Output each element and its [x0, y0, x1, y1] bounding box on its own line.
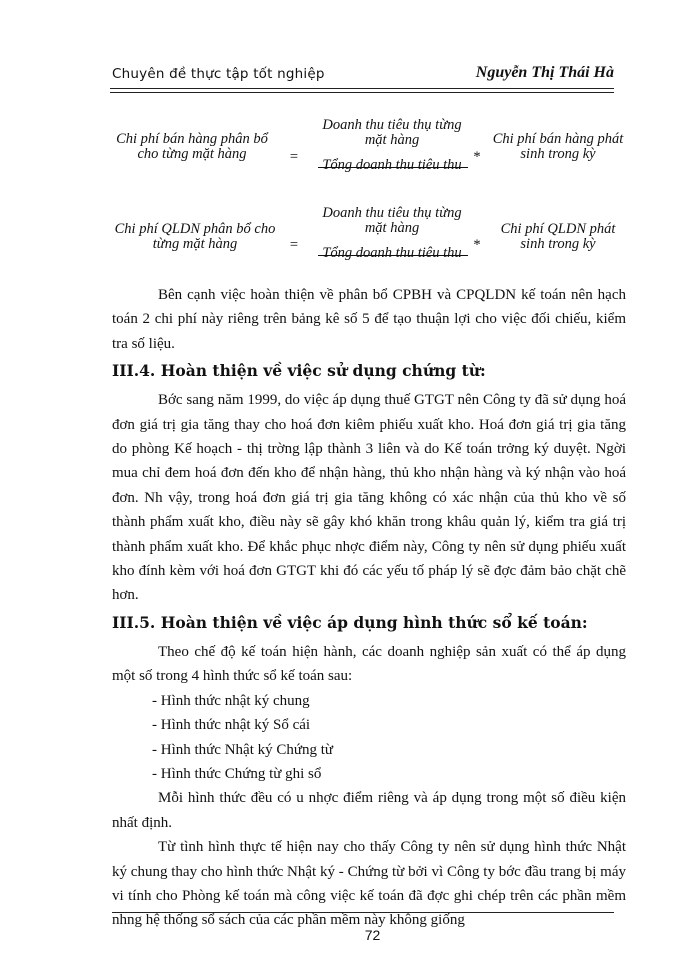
formula-lhs: Chi phí QLDN phân bổ cho từng mặt hàng: [114, 221, 276, 252]
running-header-author: Nguyễn Thị Thái Hà: [475, 64, 614, 81]
list-item: - Hình thức Chứng từ ghi sổ: [152, 765, 322, 782]
paragraph: Từ tình hình thực tế hiện nay cho thấy Công ty nên sử dụng hình thức Nhật ký chung thay cho hình thức Nhật ký - Chứng từ bởi vì Công ty bớc đầu trang bị máy vi tính cho Phòng kế toán mà công việc kế toán đã đợc ghi chép trên các phần mềm nhng hệ thống sổ sách của các phần mềm này không giống: [112, 839, 626, 929]
paragraph: Mỗi hình thức đều có u nhợc điểm riêng và áp dụng trong một số điều kiện nhất định.: [112, 790, 626, 831]
footer-rule: [112, 912, 614, 913]
list-item: - Hình thức Nhật ký Chứng từ: [152, 741, 334, 758]
list-item: - Hình thức nhật ký chung: [152, 692, 310, 709]
list-item: - Hình thức nhật ký Sổ cái: [152, 717, 311, 734]
section-heading: III.4. Hoàn thiện về việc sử dụng chứng từ:: [112, 361, 486, 381]
formula-numerator: Doanh thu tiêu thụ từng mặt hàng: [322, 205, 462, 236]
formula-denominator: Tổng doanh thu tiêu thu: [322, 157, 462, 173]
formula-equals: =: [289, 237, 299, 253]
formula-numerator: Doanh thu tiêu thụ từng mặt hàng: [322, 117, 462, 148]
body-text: [112, 283, 626, 933]
formula-equals: =: [289, 149, 299, 165]
page-number: 72: [364, 927, 381, 943]
formula-rhs: Chi phí QLDN phát sinh trong kỳ: [500, 221, 616, 252]
formula-rhs: Chi phí bán hàng phát sinh trong kỳ: [492, 131, 624, 162]
section-heading: III.5. Hoàn thiện về việc áp dụng hình thức sổ kế toán:: [112, 612, 588, 632]
paragraph: Bên cạnh việc hoàn thiện về phân bổ CPBH và CPQLDN kế toán nên hạch toán 2 chi phí này riêng trên bảng kê số 5 để tạo thuận lợi cho việc đối chiếu, kiểm tra số liệu.: [112, 287, 626, 352]
header-rule: [110, 88, 614, 89]
formula-denominator: Tổng doanh thu tiêu thu: [322, 245, 462, 261]
paragraph: Theo chế độ kế toán hiện hành, các doanh nghiệp sản xuất có thể áp dụng một số trong 4 hình thức sổ kế toán sau:: [112, 643, 626, 685]
running-header-title: Chuyên đề thực tập tốt nghiệp: [112, 66, 325, 82]
formula-lhs: Chi phí bán hàng phân bổ cho từng mặt hàng: [116, 131, 268, 162]
formula-times: *: [473, 237, 481, 253]
formula-times: *: [473, 149, 481, 165]
paragraph: Bớc sang năm 1999, do việc áp dụng thuế GTGT nên Công ty đã sử dụng hoá đơn giá trị gia tăng thay cho hoá đơn kiêm phiếu xuất kho. Hoá đơn giá trị gia tăng do phòng Kế hoạch - thị trờng lập thành 3 liên và do Kế toán trởng ký duyệt. Ngời mua chỉ đem hoá đơn đến kho để nhận hàng, thủ kho nhận hàng và ký nhận vào hoá đơn. Nh vậy, trong hoá đơn giá trị gia tăng không có xác nhận của thủ kho về số thành phẩm xuất kho, điều này sẽ gây khó khăn trong khâu quản lý, kiểm tra giá trị thành phẩm xuất kho. Để khắc phục nhợc điểm này, Công ty nên sử dụng phiếu xuất kho đính kèm với hoá đơn GTGT khi đó các yếu tố pháp lý sẽ đợc đảm bảo chặt chẽ hơn.: [112, 392, 626, 604]
formula-qldn: [112, 206, 622, 281]
formula-cpbh: [112, 118, 622, 193]
header-rule-thin: [110, 92, 614, 93]
